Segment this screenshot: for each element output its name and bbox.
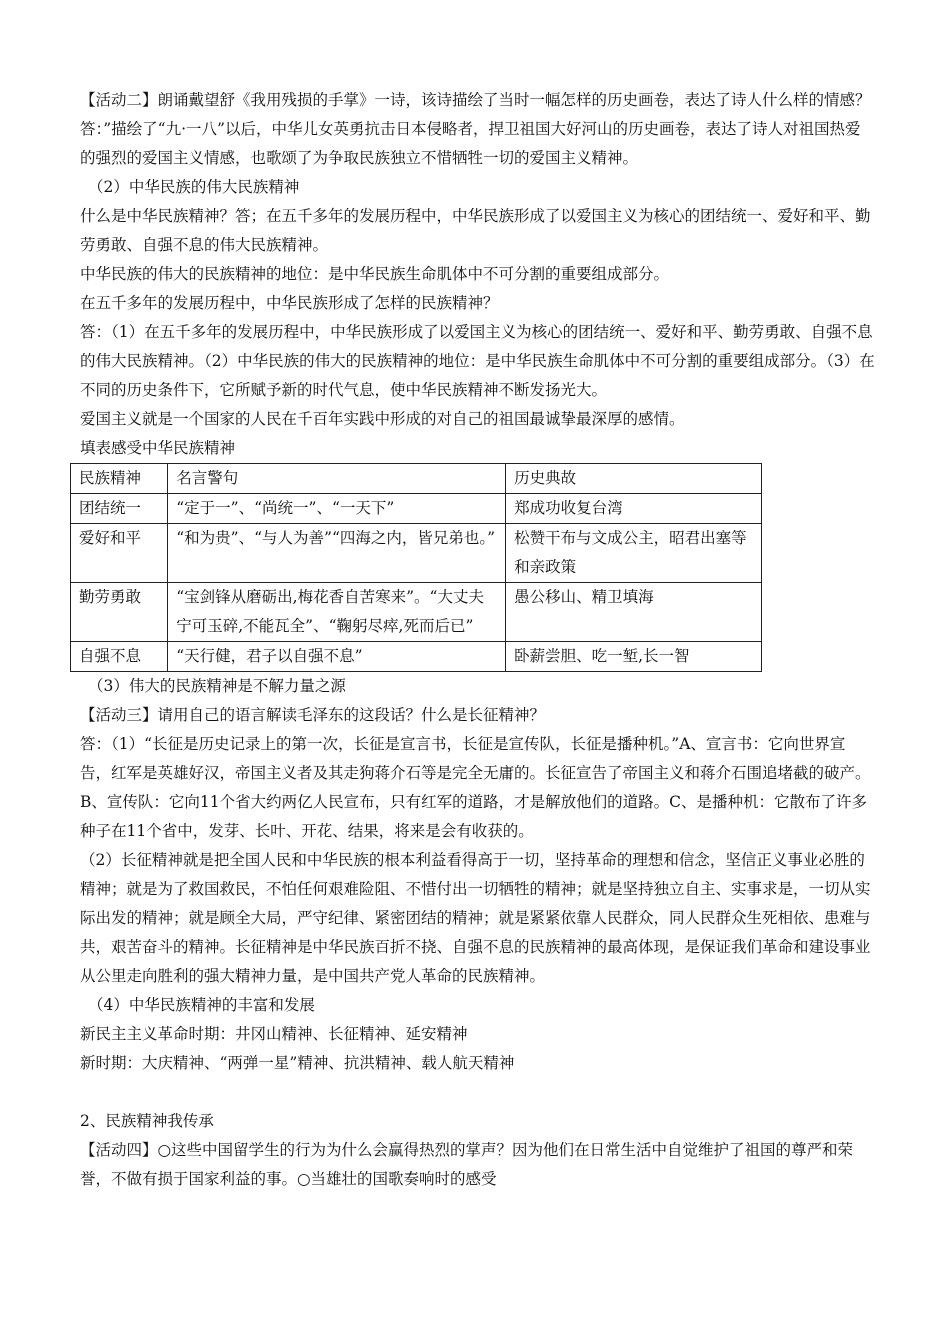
activity-2-question: 【活动二】朗诵戴望舒《我用残损的手掌》一诗，该诗描绘了当时一幅怎样的历史画卷，表达了诗人什么样的情感？ [80, 91, 871, 109]
table-cell: 郑成功收复台湾 [506, 494, 762, 524]
status-statement: 中华民族的伟大的民族精神的地位：是中华民族生命肌体中不可分割的重要组成部分。 [80, 265, 670, 283]
paragraph-gap [80, 1078, 875, 1107]
table-cell: 卧薪尝胆、吃一堑,长一智 [506, 642, 762, 672]
new-period: 新时期：大庆精神、“两弹一星”精神、抗洪精神、载人航天精神 [80, 1054, 515, 1072]
question-national-spirit: 什么是中华民族精神？答；在五千多年的发展历程中，中华民族形成了以爱国主义为核心的团结统一、爱好和平、勤劳勇敢、自强不息的伟大民族精神。 [80, 207, 871, 254]
table-caption: 填表感受中华民族精神 [80, 439, 236, 457]
new-democratic-period: 新民主主义革命时期：井冈山精神、长征精神、延安精神 [80, 1025, 468, 1043]
header-cell: 历史典故 [506, 464, 762, 494]
table-cell: 愚公移山、精卫填海 [506, 583, 762, 642]
section-heading-4: （4）中华民族精神的丰富和发展 [88, 996, 315, 1014]
activity-3-answer-2: （2）长征精神就是把全国人民和中华民族的根本利益看得高于一切，坚持革命的理想和信念，坚信正义事业必胜的精神；就是为了救国救民，不怕任何艰难险阻、不惜付出一切牺牲的精神；就是坚持独立自主、实事求是，一切从实际出发的精神；就是顾全大局，严守纪律、紧密团结的精神；就是紧紧依靠人民群众，同人民群众生死相依、患难与共，艰苦奋斗的精神。长征精神是中华民族百折不挠、自强不息的民族精神的最高体现，是保证我们革命和建设事业从公里走向胜利的强大精神力量，是中国共产党人革命的民族精神。 [80, 851, 871, 985]
table-cell: 团结统一 [71, 494, 168, 524]
patriotism-definition: 爱国主义就是一个国家的人民在千百年实践中形成的对自己的祖国最诚挚最深厚的感情。 [80, 410, 685, 428]
national-spirit-table [70, 463, 762, 672]
table-cell: “天行健，君子以自强不息” [168, 642, 506, 672]
table-cell: 松赞干布与文成公主，昭君出塞等和亲政策 [506, 524, 762, 583]
activity-4-text: 【活动四】○这些中国留学生的行为为什么会赢得热烈的掌声？因为他们在日常生活中自觉维护了祖国的尊严和荣誉，不做有损于国家利益的事。○当雄壮的国歌奏响时的感受 [80, 1141, 854, 1188]
table-row [71, 524, 762, 583]
table-cell: 自强不息 [71, 642, 168, 672]
table-header-row [71, 464, 762, 494]
table-cell: “和为贵”、“与人为善”“四海之内，皆兄弟也。” [168, 524, 506, 583]
header-cell: 民族精神 [71, 464, 168, 494]
activity-2-answer: 答：”描绘了“九·一八”以后，中华儿女英勇抗击日本侵略者，捍卫祖国大好河山的历史画卷，表达了诗人对祖国热爱的强烈的爱国主义情感，也歌颂了为争取民族独立不惜牺牲一切的爱国主义精神。 [80, 120, 861, 167]
answer-formed-spirit: 答：（1）在五千多年的发展历程中，中华民族形成了以爱国主义为核心的团结统一、爱好和平、勤劳勇敢、自强不息的伟大民族精神。（2）中华民族的伟大的民族精神的地位：是中华民族生命肌体中不可分割的重要组成部分。（3）在不同的历史条件下，它所赋予新的时代气息，使中华民族精神不断发扬光大。 [80, 323, 875, 399]
table-row [71, 583, 762, 642]
section-heading-3: （3）伟大的民族精神是不解力量之源 [88, 677, 346, 695]
table-row [71, 642, 762, 672]
question-formed-spirit: 在五千多年的发展历程中，中华民族形成了怎样的民族精神？ [80, 294, 499, 312]
activity-3-answer-1: 答：（1）“长征是历史记录上的第一次，长征是宣言书，长征是宣传队，长征是播种机。”A、宣言书：它向世界宣告，红军是英雄好汉，帝国主义者及其走狗蒋介石等是完全无庸的。长征宣告了帝国主义和蒋介石围追堵截的破产。B、宣传队：它向11个省大约两亿人民宣布，只有红军的道路，才是解放他们的道路。C、是播种机：它散布了许多种子在11个省中，发芽、长叶、开花、结果，将来是会有收获的。 [80, 735, 871, 840]
activity-3-question: 【活动三】请用自己的语言解读毛泽东的这段话？什么是长征精神？ [80, 706, 546, 724]
table-cell: 勤劳勇敢 [71, 583, 168, 642]
document-page [80, 86, 875, 1194]
table-row [71, 494, 762, 524]
header-cell: 名言警句 [168, 464, 506, 494]
table-cell: 爱好和平 [71, 524, 168, 583]
section-2-heading: 2、民族精神我传承 [80, 1112, 214, 1130]
section-heading-2: （2）中华民族的伟大民族精神 [88, 178, 300, 196]
table-cell: “宝剑锋从磨砺出,梅花香自苦寒来”。“大丈夫宁可玉碎,不能瓦全”、“鞠躬尽瘁,死而后已” [168, 583, 506, 642]
table-cell: “定于一”、“尚统一”、“一天下” [168, 494, 506, 524]
